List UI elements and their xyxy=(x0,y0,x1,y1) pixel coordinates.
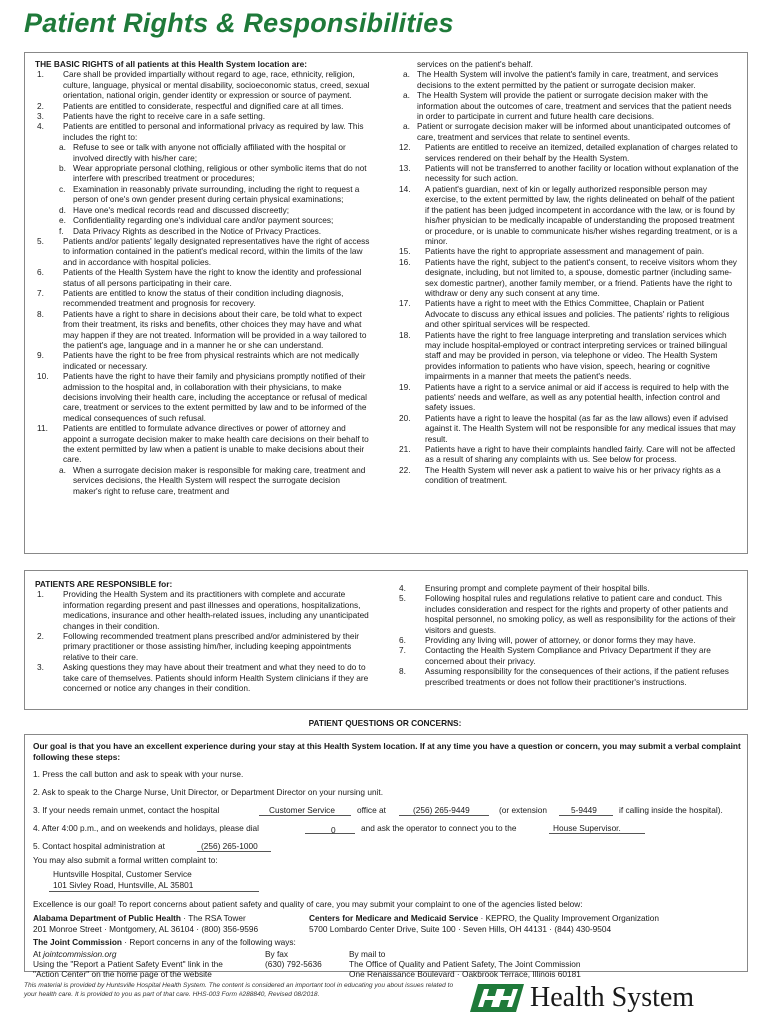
jc-rest: · Report concerns in any of the following ways: xyxy=(121,937,296,947)
list-item-text: Wear appropriate personal clothing, religious or other symbolic items that do not interfere with prescribed treatment or procedures; xyxy=(73,163,367,184)
list-item xyxy=(397,583,739,593)
list-item xyxy=(397,298,739,329)
list-item xyxy=(35,69,370,100)
list-item-text: Contacting the Health System Compliance and Privacy Department if they are concerned about their privacy. xyxy=(425,645,711,666)
list-item xyxy=(35,184,370,205)
list-item-text: Following hospital rules and regulations relative to patient care and conduct. This includes consideration and respect for the rights and property of other patients and hospital personnel, no smoking policy, as well as responsibility for the actions of their visitors and guests. xyxy=(425,593,736,635)
list-item-text: Patients and/or patients' legally designated representatives have the right of access to information contained in the patient's medical record, within the limits of the law and in accordance with hospital policies. xyxy=(63,235,370,267)
jc-web-line-1: Using the "Report a Patient Safety Event" link in the xyxy=(33,959,223,969)
list-item xyxy=(35,215,370,225)
list-item xyxy=(35,111,370,121)
list-item-text: The Health System will involve the patient's family in care, treatment, and services decisions to the extent permitted by the patient or surrogate decision maker. xyxy=(417,69,719,90)
list-item-text: Patients have the right to receive care in a safe setting. xyxy=(63,111,266,122)
list-item-text: Have one's medical records read and discussed discreetly; xyxy=(73,204,290,215)
list-item-text: Patient or surrogate decision maker will be informed about unanticipated outcomes of care, treatment and services that relate to sentinel events. xyxy=(417,121,731,142)
step-2: 2. Ask to speak to the Charge Nurse, Unit Director, or Department Director on your nursing unit. xyxy=(33,787,384,797)
list-item-text: Refuse to see or talk with anyone not officially affiliated with the hospital or involved directly with his/her care; xyxy=(73,142,346,163)
jc-mail-line-1: The Office of Quality and Patient Safety, The Joint Commission xyxy=(349,959,581,969)
list-item-number: 6. xyxy=(399,635,406,646)
list-item xyxy=(397,90,739,121)
jc-web-line-2: "Action Center" on the home page of the website xyxy=(33,969,212,979)
joint-commission-line xyxy=(33,937,296,947)
list-item xyxy=(397,163,739,184)
list-item-text: Providing any living will, power of attorney, or donor forms they may have. xyxy=(425,635,696,646)
list-item-number: 8. xyxy=(399,666,406,677)
list-item-number: 3. xyxy=(37,111,44,122)
cms-location: · KEPRO, the Quality Improvement Organization xyxy=(478,913,659,923)
fill-line xyxy=(549,833,645,834)
list-item-number: d. xyxy=(59,204,66,215)
list-item xyxy=(35,288,370,309)
list-item xyxy=(35,142,370,163)
list-item-number: 7. xyxy=(399,645,406,656)
list-item-text: services on the patient's behalf. xyxy=(417,59,533,69)
responsibilities-section xyxy=(24,570,748,710)
adph-name: Alabama Department of Public Health xyxy=(33,913,181,923)
step-3-inside: if calling inside the hospital). xyxy=(619,805,723,815)
responsibilities-heading: PATIENTS ARE RESPONSIBLE for: xyxy=(35,579,173,589)
list-item-number: 5. xyxy=(399,593,406,604)
list-item-number: c. xyxy=(59,183,66,194)
list-item-text: Patients are entitled to considerate, respectful and dignified care at all times. xyxy=(63,100,344,111)
list-item-text: Patients have a right to have their complaints handled fairly. Care will not be affected as a result of sharing any complaints with us. See below for process. xyxy=(425,444,736,465)
list-item xyxy=(35,226,370,236)
list-item-number: 3. xyxy=(37,662,44,673)
list-item-number: a. xyxy=(403,121,410,132)
list-item xyxy=(397,330,739,382)
list-item-text: Patients have a right to meet with the Ethics Committee, Chaplain or Patient Advocate to discuss any ethical issues and policies. The patients' rights to religious and other spiritual services will be respected. xyxy=(425,298,730,330)
list-item xyxy=(397,444,739,465)
list-item xyxy=(397,184,739,246)
list-item-number: a. xyxy=(59,142,66,153)
list-item-number: 7. xyxy=(37,287,44,298)
list-item-number: a. xyxy=(403,69,410,80)
step-3-office: office at xyxy=(357,805,386,815)
jc-website: At jointcommission.org xyxy=(33,949,117,959)
list-item-number: 1. xyxy=(37,69,44,80)
list-item-number: b. xyxy=(59,163,66,174)
administration-phone: (256) 265-1000 xyxy=(201,841,258,851)
list-item-number: 8. xyxy=(37,308,44,319)
rights-left-column xyxy=(35,59,370,496)
responsibilities-left-list xyxy=(35,589,370,693)
list-item xyxy=(397,413,739,444)
rights-left-list xyxy=(35,69,370,496)
list-item-number: 15. xyxy=(399,246,411,257)
health-system-logo xyxy=(470,980,750,1016)
questions-heading: PATIENT QUESTIONS OR CONCERNS: xyxy=(308,718,462,728)
list-item-text: Patients of the Health System have the right to know the identity and professional status of all persons participating in their care. xyxy=(63,267,362,288)
jc-fax-label: By fax xyxy=(265,949,289,959)
customer-service-field: Customer Service xyxy=(269,805,335,815)
list-item-number: 12. xyxy=(399,142,411,153)
list-item-number: a. xyxy=(59,464,66,475)
fill-line xyxy=(259,815,351,816)
list-item-text: Patients have the right to have their family and physicians promptly notified of their admission to the hospital and, in collaboration with their physicians, to make decisions involving their health care, including the acceptance or refusal of medical care, treatment or services to the extent permitted by law and to be informed of the medical consequences of such refusal. xyxy=(63,371,367,423)
list-item xyxy=(397,645,739,666)
list-item xyxy=(397,142,739,163)
rights-heading: THE BASIC RIGHTS of all patients at this Health System location are: xyxy=(35,59,308,69)
list-item-text: Following recommended treatment plans prescribed and/or administered by their primary practitioner or those assisting him/her, including keeping appointments relative to their care. xyxy=(63,631,360,662)
address-line-1: Huntsville Hospital, Customer Service xyxy=(53,869,192,879)
list-item xyxy=(35,163,370,184)
list-item-text: Patients have the right to appropriate assessment and management of pain. xyxy=(425,246,705,257)
list-item xyxy=(397,465,739,486)
list-item-number: a. xyxy=(403,90,410,101)
list-item-number: 18. xyxy=(399,329,411,340)
list-item-text: Patients have the right to be free from physical restraints which are not medically indicated or necessary. xyxy=(63,350,360,371)
list-item-text: The Health System will never ask a patient to waive his or her privacy rights as a condition of treatment. xyxy=(425,464,721,486)
list-item-text: Patients are entitled to receive an itemized, detailed explanation of charges related to services rendered on their behalf by the Health System. xyxy=(425,142,738,163)
list-item-text: Care shall be provided impartially without regard to age, race, ethnicity, religion, culture, language, physical or mental disability, socioeconomic status, creed, sexual orientation, national origin, gender identity or expression or source of payment. xyxy=(63,69,370,101)
step-1: 1. Press the call button and ask to speak with your nurse. xyxy=(33,769,244,779)
customer-service-phone: (256) 265-9449 xyxy=(413,805,470,815)
adph-address: 201 Monroe Street · Montgomery, AL 36104 · (800) 356-9596 xyxy=(33,924,259,934)
list-item-number: 14. xyxy=(399,183,411,194)
list-item-number: 6. xyxy=(37,267,44,278)
list-item-number: 21. xyxy=(399,444,411,455)
list-item xyxy=(397,59,739,69)
list-item xyxy=(397,635,739,645)
list-item-text: Providing the Health System and its practitioners with complete and accurate information regarding present and past illnesses and operations, hospitalizations, medications, insurance and other health-related issues, including any unanticipated changes in their condition. xyxy=(63,589,369,631)
list-item-text: Data Privacy Rights as described in the Notice of Privacy Practices. xyxy=(73,225,322,236)
step-4-text: 4. After 4:00 p.m., and on weekends and holidays, please dial xyxy=(33,823,260,833)
jc-mail-label: By mail to xyxy=(349,949,386,959)
list-item xyxy=(35,371,370,423)
list-item-number: 4. xyxy=(399,583,406,593)
fill-line xyxy=(559,815,613,816)
list-item-number: 11. xyxy=(37,423,48,434)
list-item-text: Patients have a right to a service animal or aid if access is required to help with the patients' needs and welfare, as well as any potential health, infection control and safety issues. xyxy=(425,381,729,413)
list-item xyxy=(35,631,370,662)
list-item-text: Assuming responsibility for the consequences of their actions, if the patient refuses prescribed treatments or does not follow their practitioner's instructions. xyxy=(425,666,729,687)
rights-right-list xyxy=(397,59,739,486)
list-item xyxy=(35,589,370,631)
adph-location: · The RSA Tower xyxy=(181,913,246,923)
list-item-number: 5. xyxy=(37,235,44,246)
list-item xyxy=(35,423,370,465)
house-supervisor: House Supervisor. xyxy=(553,823,621,833)
list-item-number: 19. xyxy=(399,381,411,392)
list-item-text: Patients are entitled to know the status of their condition including diagnosis, recommended treatment and prognosis for recovery. xyxy=(63,287,344,309)
list-item xyxy=(35,121,370,142)
page-title: Patient Rights & Responsibilities xyxy=(24,8,454,38)
responsibilities-left-column xyxy=(35,579,370,693)
step-3-text: 3. If your needs remain unmet, contact the hospital xyxy=(33,805,220,815)
list-item xyxy=(35,662,370,693)
list-item xyxy=(35,267,370,288)
list-item-number: 9. xyxy=(37,350,44,361)
list-item xyxy=(397,257,739,299)
list-item xyxy=(35,350,370,371)
cms-address: 5700 Lombardo Center Drive, Suite 100 · Seven Hills, OH 44131 · (844) 430-9504 xyxy=(309,924,612,934)
list-item-number: e. xyxy=(59,215,66,226)
written-complaint: You may also submit a formal written complaint to: xyxy=(33,855,218,865)
goal-statement: Our goal is that you have an excellent experience during your stay at this Health System location. If at any time you have a question or concern, you may submit a verbal complaint following these steps: xyxy=(33,741,741,762)
jc-fax-number: (630) 792-5636 xyxy=(265,959,322,969)
list-item-number: 13. xyxy=(399,163,411,174)
step-5-text: 5. Contact hospital administration at xyxy=(33,841,165,851)
list-item-text: When a surrogate decision maker is responsible for making care, treatment and services decisions, the Health System will respect the surrogate decision maker's right to refuse care, treatment and xyxy=(73,464,366,496)
list-item-text: A patient's guardian, next of kin or legally authorized responsible person may exercise, to the extent permitted by law, the rights delineated on behalf of the patient if the patient has been judged incompetent in accordance with the law, or is found by his/her physician to be medically incapable of understanding the proposed treatment or procedure, or is unable to communicate his/her wishes regarding treatment, or is a minor. xyxy=(425,183,738,246)
questions-section xyxy=(24,734,748,979)
step-3-extension: (or extension xyxy=(499,805,547,815)
footer-note: This material is provided by Huntsville Hospital Health System. The content is considered an important tool in educating you about issues related to your health care. It is provided to you as part of that care. HHS-003 Form #288840, Revised 08/2018. xyxy=(24,982,454,998)
list-item-text: Patients are entitled to formulate advance directives or power of attorney and appoint a surrogate decision maker to make health care decisions on their behalf to the extent permitted by law when a patient is unable to make decisions about their care. xyxy=(63,423,369,465)
list-item-number: 4. xyxy=(37,121,44,132)
cms-line xyxy=(309,913,659,923)
list-item-number: 10. xyxy=(37,371,49,382)
list-item-text: Patients have the right, subject to the patient's consent, to receive visitors whom they designate, including, but not limited to, a spouse, domestic partner (including same-sex domestic partner), another family member, or a friend. Patients have the right to withdraw or deny any such consent at any time. xyxy=(425,256,737,298)
list-item-text: Ensuring prompt and complete payment of their hospital bills. xyxy=(425,583,650,593)
list-item xyxy=(35,205,370,215)
list-item-number: 17. xyxy=(399,298,411,309)
list-item xyxy=(397,121,739,142)
list-item xyxy=(397,246,739,256)
fill-line xyxy=(197,851,271,852)
fill-line xyxy=(49,891,259,892)
list-item xyxy=(397,593,739,635)
excellence-text: Excellence is our goal! To report concerns about patient safety and quality of care, you may submit your complaint to one of the agencies listed below: xyxy=(33,899,583,909)
fill-line xyxy=(399,815,489,816)
list-item-text: Patients will not be transferred to another facility or location without explanation of the necessity for such action. xyxy=(425,163,739,184)
list-item-number: 20. xyxy=(399,412,411,423)
list-item-text: Patients have a right to share in decisions about their care, be told what to expect from their treatment, its risks and benefits, other choices they may have and what may happen if they are not treated. Information will be provided in a way tailored to the patient's age, language and in a manner he or she can understand. xyxy=(63,308,367,350)
list-item-text: Patients are entitled to personal and informational privacy as required by law. This includes the right to: xyxy=(63,121,364,142)
step-4-operator: and ask the operator to connect you to the xyxy=(361,823,517,833)
hh-logo-icon xyxy=(470,984,524,1012)
list-item-number: f. xyxy=(59,225,64,236)
list-item xyxy=(35,465,370,496)
list-item xyxy=(397,382,739,413)
responsibilities-right-list xyxy=(397,583,739,687)
list-item-number: 2. xyxy=(37,631,44,642)
list-item-text: Patients have the right to free language interpreting and translation services which may include hospital-employed or contract interpreting services or trained bilingual staff and may be provided in person, via telephone or video. The Health System provides information to patients who have vision, speech, hearing or cognitive impairments in a manner that meets the patient's needs. xyxy=(425,329,728,382)
rights-section xyxy=(24,52,748,554)
list-item-number: 16. xyxy=(399,256,411,267)
cms-name: Centers for Medicare and Medicaid Service xyxy=(309,913,479,923)
logo-text: Health System xyxy=(530,982,695,1013)
list-item-text: Confidentiality regarding one's individual care and/or payment sources; xyxy=(73,215,334,226)
list-item xyxy=(35,101,370,111)
operator-dial: 0 xyxy=(331,825,336,835)
list-item-text: The Health System will provide the patient or surrogate decision maker with the information about the outcomes of care, treatment and services that the patient needs in order to participate in current and future health care decisions. xyxy=(417,90,732,122)
list-item-text: Examination in reasonably private surrounding, including the right to request a person of one's own gender present during certain physical examinations; xyxy=(73,183,360,205)
list-item xyxy=(397,666,739,687)
list-item xyxy=(35,236,370,267)
list-item-number: 2. xyxy=(37,100,44,111)
list-item-number: 22. xyxy=(399,464,411,475)
list-item xyxy=(397,69,739,90)
list-item-text: Asking questions they may have about their treatment and what they need to do to take care of themselves. Patients should inform Health System clinicians if they are concerned or notice any changes in their condition. xyxy=(63,662,369,694)
list-item-text: Patients have a right to leave the hospital (as far as the law allows) even if advised against it. The Health System will not be responsible for any medical issues that may result. xyxy=(425,412,736,444)
address-line-2: 101 Sivley Road, Huntsville, AL 35801 xyxy=(53,880,194,890)
adph-line xyxy=(33,913,246,923)
jc-name: The Joint Commission xyxy=(33,937,122,947)
jc-mail-line-2: One Renaissance Boulevard · Oakbrook Terrace, Illinois 60181 xyxy=(349,969,581,979)
fill-line xyxy=(305,833,355,834)
extension-number: 5-9449 xyxy=(571,805,597,815)
list-item xyxy=(35,309,370,351)
list-item-number: 1. xyxy=(37,589,44,600)
jc-site-link[interactable]: jointcommission.org xyxy=(43,949,117,959)
